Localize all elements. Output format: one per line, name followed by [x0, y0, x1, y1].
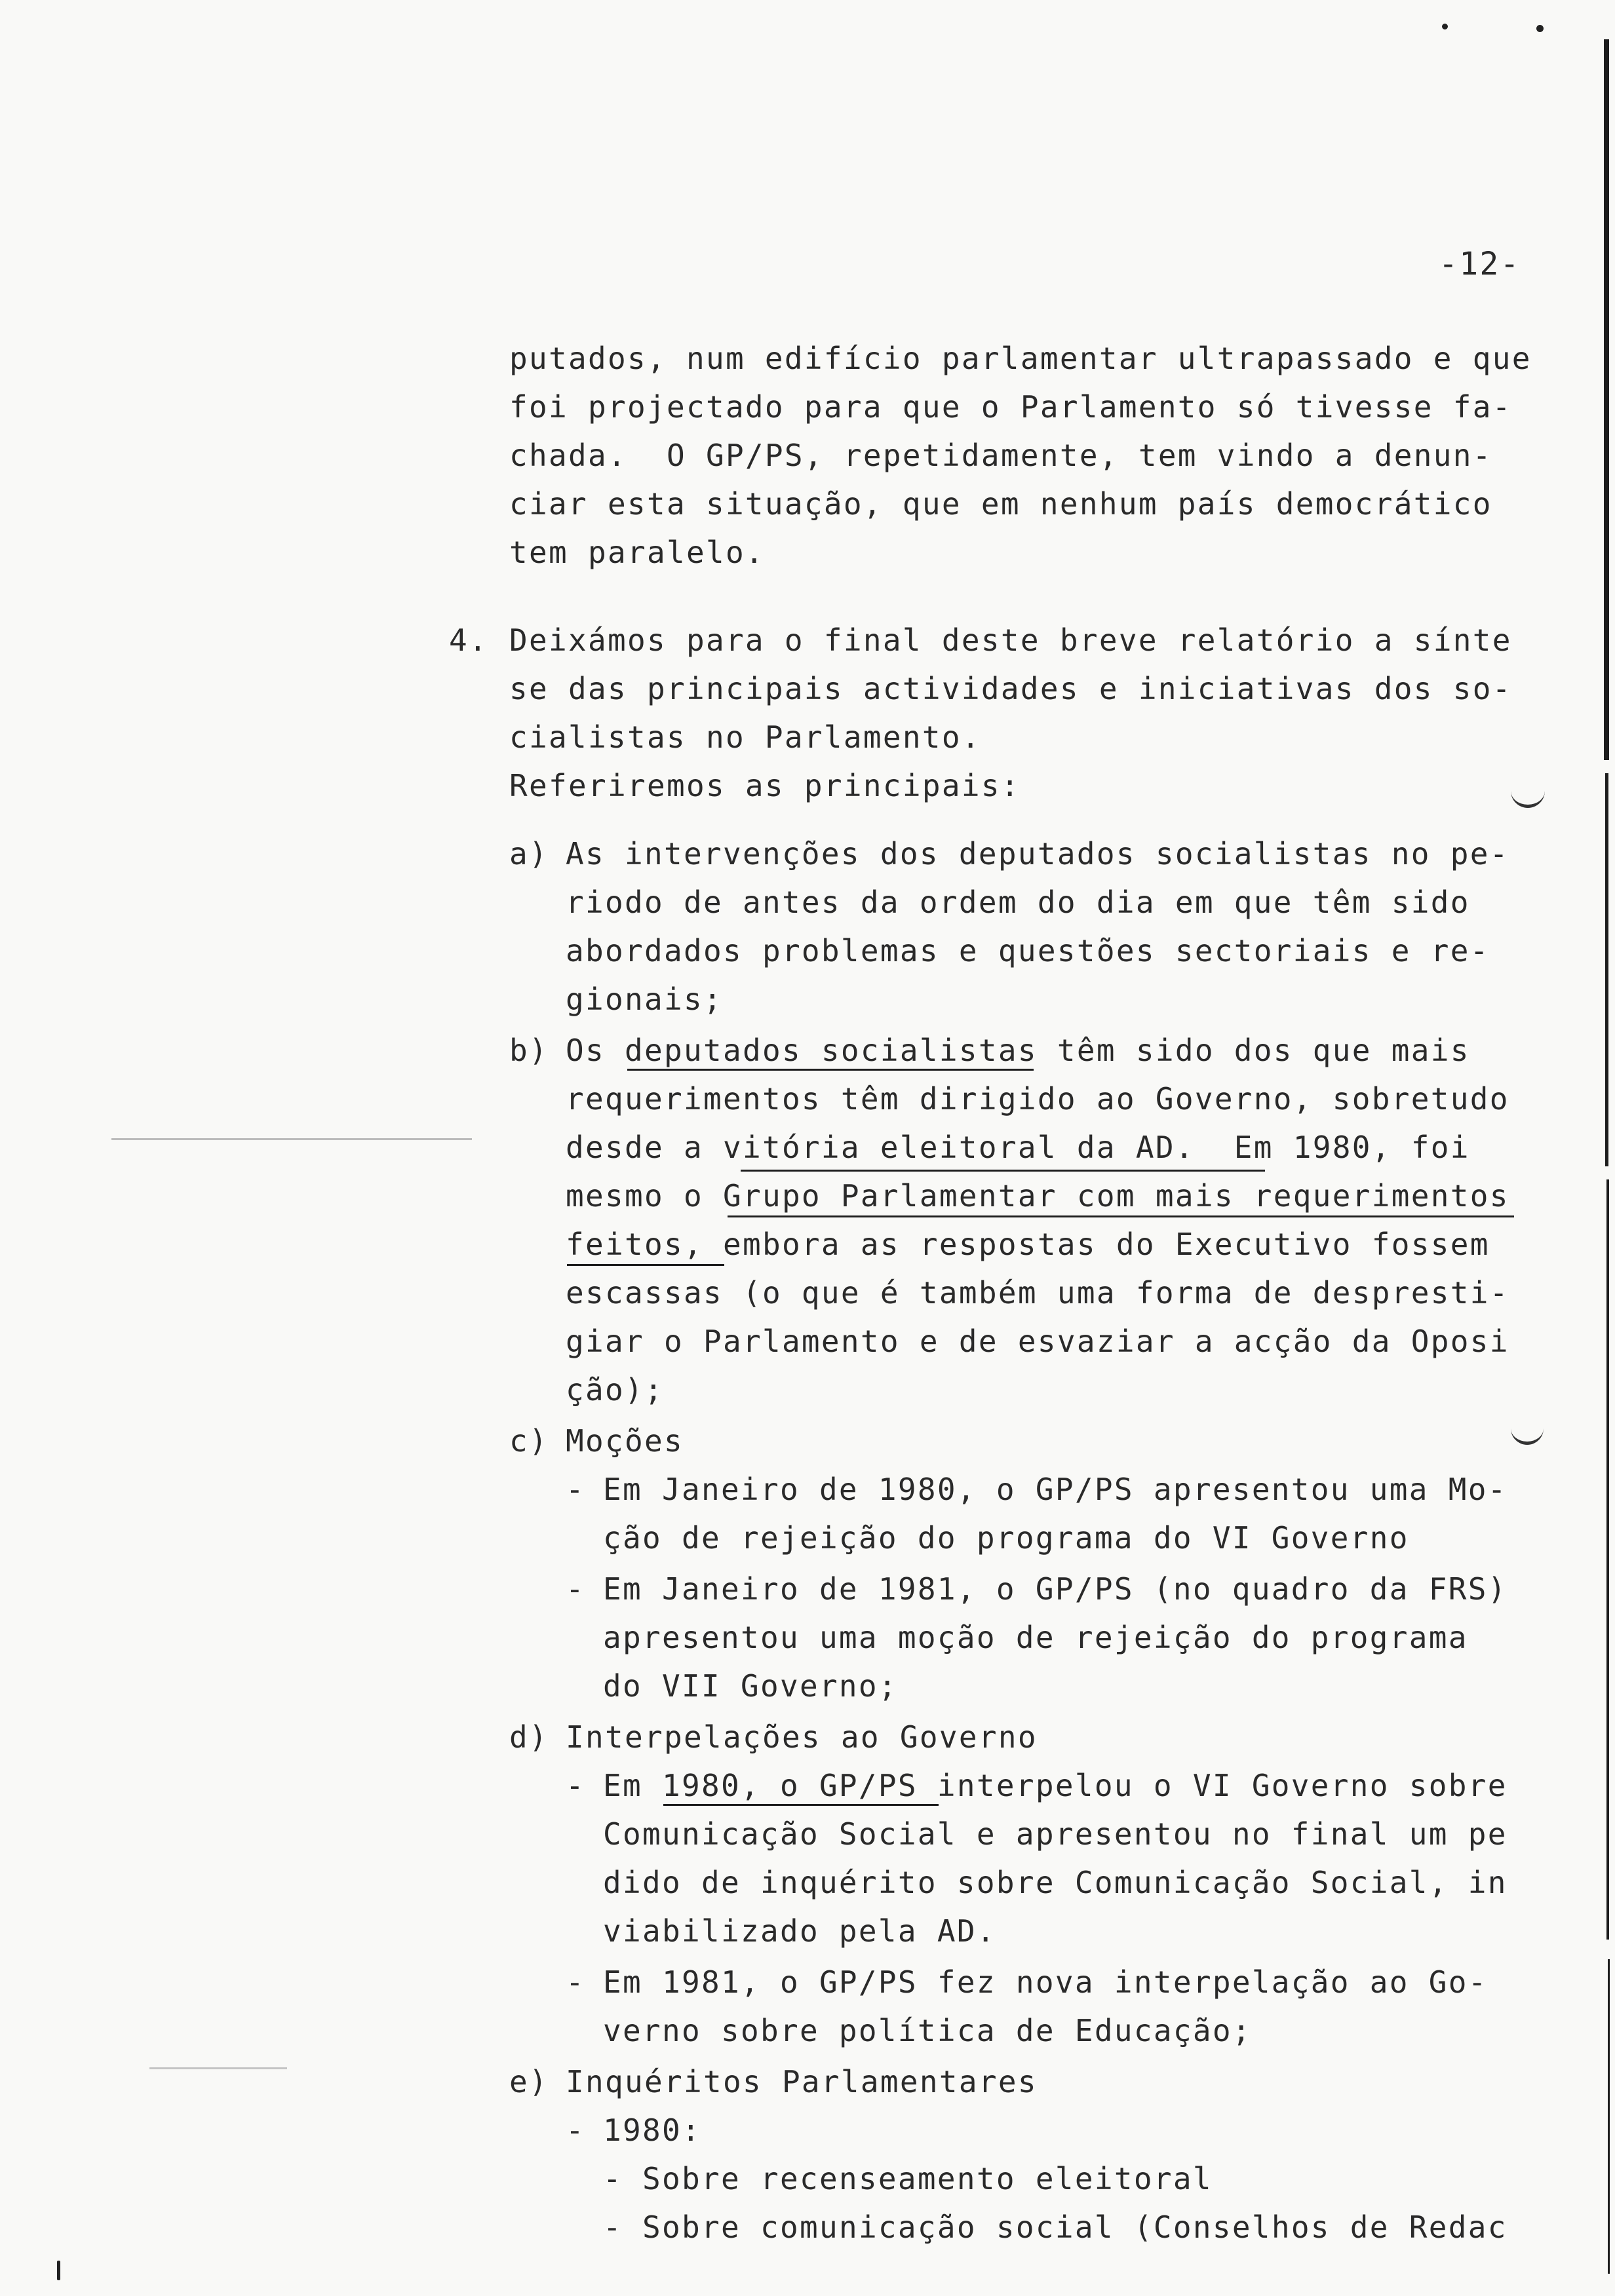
list-title: Inquéritos Parlamentares — [566, 2064, 1038, 2099]
text-line: Sobre comunicação social (Conselhos de Redac — [642, 2210, 1508, 2245]
page-edge-shadow — [1605, 773, 1608, 1166]
handwritten-underline — [728, 1215, 1514, 1217]
bullet-dash: - — [566, 1768, 585, 1803]
text-line: verno sobre política de Educação; — [603, 2013, 1252, 2048]
handwritten-underline — [627, 1069, 1034, 1071]
text-line: Em Janeiro de 1980, o GP/PS apresentou uma Mo- — [603, 1472, 1508, 1507]
handwritten-underline — [741, 1170, 1265, 1172]
bullet-dash: - — [566, 1964, 585, 2000]
bullet-dash: - — [603, 2161, 623, 2196]
text-line: Comunicação Social e apresentou no final um pe — [603, 1816, 1508, 1852]
text-line: Em 1981, o GP/PS fez nova interpelação ao Go- — [603, 1964, 1488, 2000]
text-line: Os deputados socialistas têm sido dos que mais — [566, 1033, 1470, 1068]
text-line: ciar esta situação, que em nenhum país democrático — [509, 486, 1492, 522]
faint-stray-dashes — [111, 1138, 472, 1140]
text-line: Sobre recenseamento eleitoral — [642, 2161, 1213, 2196]
text-line: Em Janeiro de 1981, o GP/PS (no quadro da FRS) — [603, 1571, 1508, 1607]
text-line: viabilizado pela AD. — [603, 1913, 996, 1949]
text-line: do VII Governo; — [603, 1668, 898, 1704]
text-line: requerimentos têm dirigido ao Governo, sobretudo — [566, 1081, 1509, 1117]
text-line: Referiremos as principais: — [509, 768, 1021, 803]
text-line: apresentou uma moção de rejeição do programa — [603, 1620, 1468, 1655]
text-line: putados, num edifício parlamentar ultrapassado e que — [509, 341, 1532, 376]
text-line: ção de rejeição do programa do VI Governo — [603, 1520, 1409, 1556]
list-title: Moções — [566, 1423, 684, 1459]
text-line: tem paralelo. — [509, 535, 765, 570]
bullet-dash: - — [603, 2210, 623, 2245]
text-line: ção); — [566, 1372, 664, 1407]
text-line: se das principais actividades e iniciativas dos so- — [509, 671, 1512, 706]
page-edge-shadow — [1604, 39, 1609, 760]
list-marker: d) — [509, 1719, 549, 1755]
bullet-dash: - — [566, 2113, 585, 2148]
text-line: riodo de antes da ordem do dia em que têm sido — [566, 885, 1470, 920]
text-line: giar o Parlamento e de esvaziar a acção da Oposi — [566, 1324, 1509, 1359]
margin-check-mark — [1511, 785, 1545, 808]
list-marker: c) — [509, 1423, 549, 1459]
text-line: desde a vitória eleitoral da AD. Em 1980, foi — [566, 1130, 1470, 1165]
handwritten-underline — [567, 1264, 724, 1266]
list-marker: e) — [509, 2064, 549, 2099]
text-line: cialistas no Parlamento. — [509, 719, 981, 755]
text-line: feitos, embora as respostas do Executivo fossem — [566, 1227, 1490, 1262]
handwritten-underline — [663, 1804, 939, 1806]
text-line: As intervenções dos deputados socialistas no pe- — [566, 836, 1509, 871]
speck — [57, 2261, 60, 2280]
list-marker: b) — [509, 1033, 549, 1068]
speck — [1536, 25, 1544, 32]
bullet-dash: - — [566, 1472, 585, 1507]
faint-stray-dashes — [149, 2067, 287, 2069]
text-line: Deixámos para o final deste breve relatório a sínte — [509, 622, 1512, 658]
text-line: Em 1980, o GP/PS interpelou o VI Governo sobre — [603, 1768, 1508, 1803]
section-number: 4. — [449, 622, 488, 658]
list-title: Interpelações ao Governo — [566, 1719, 1038, 1755]
margin-check-mark — [1511, 1422, 1544, 1445]
text-line: foi projectado para que o Parlamento só tivesse fa- — [509, 389, 1512, 425]
text-line: dido de inquérito sobre Comunicação Social, in — [603, 1865, 1508, 1900]
text-line: mesmo o Grupo Parlamentar com mais requerimentos — [566, 1178, 1509, 1214]
bullet-dash: - — [566, 1571, 585, 1607]
page-number: -12- — [1439, 246, 1521, 282]
list-marker: a) — [509, 836, 549, 871]
speck — [1442, 24, 1448, 29]
page-edge-shadow — [1608, 1959, 1610, 2274]
text-line: abordados problemas e questões sectoriais e re- — [566, 933, 1490, 968]
text-line: escassas (o que é também uma forma de despresti- — [566, 1275, 1509, 1311]
text-line: chada. O GP/PS, repetidamente, tem vindo a denun- — [509, 438, 1492, 473]
text-line: gionais; — [566, 982, 723, 1017]
page-edge-shadow — [1606, 1179, 1609, 1940]
sub-heading-year: 1980: — [603, 2113, 701, 2148]
